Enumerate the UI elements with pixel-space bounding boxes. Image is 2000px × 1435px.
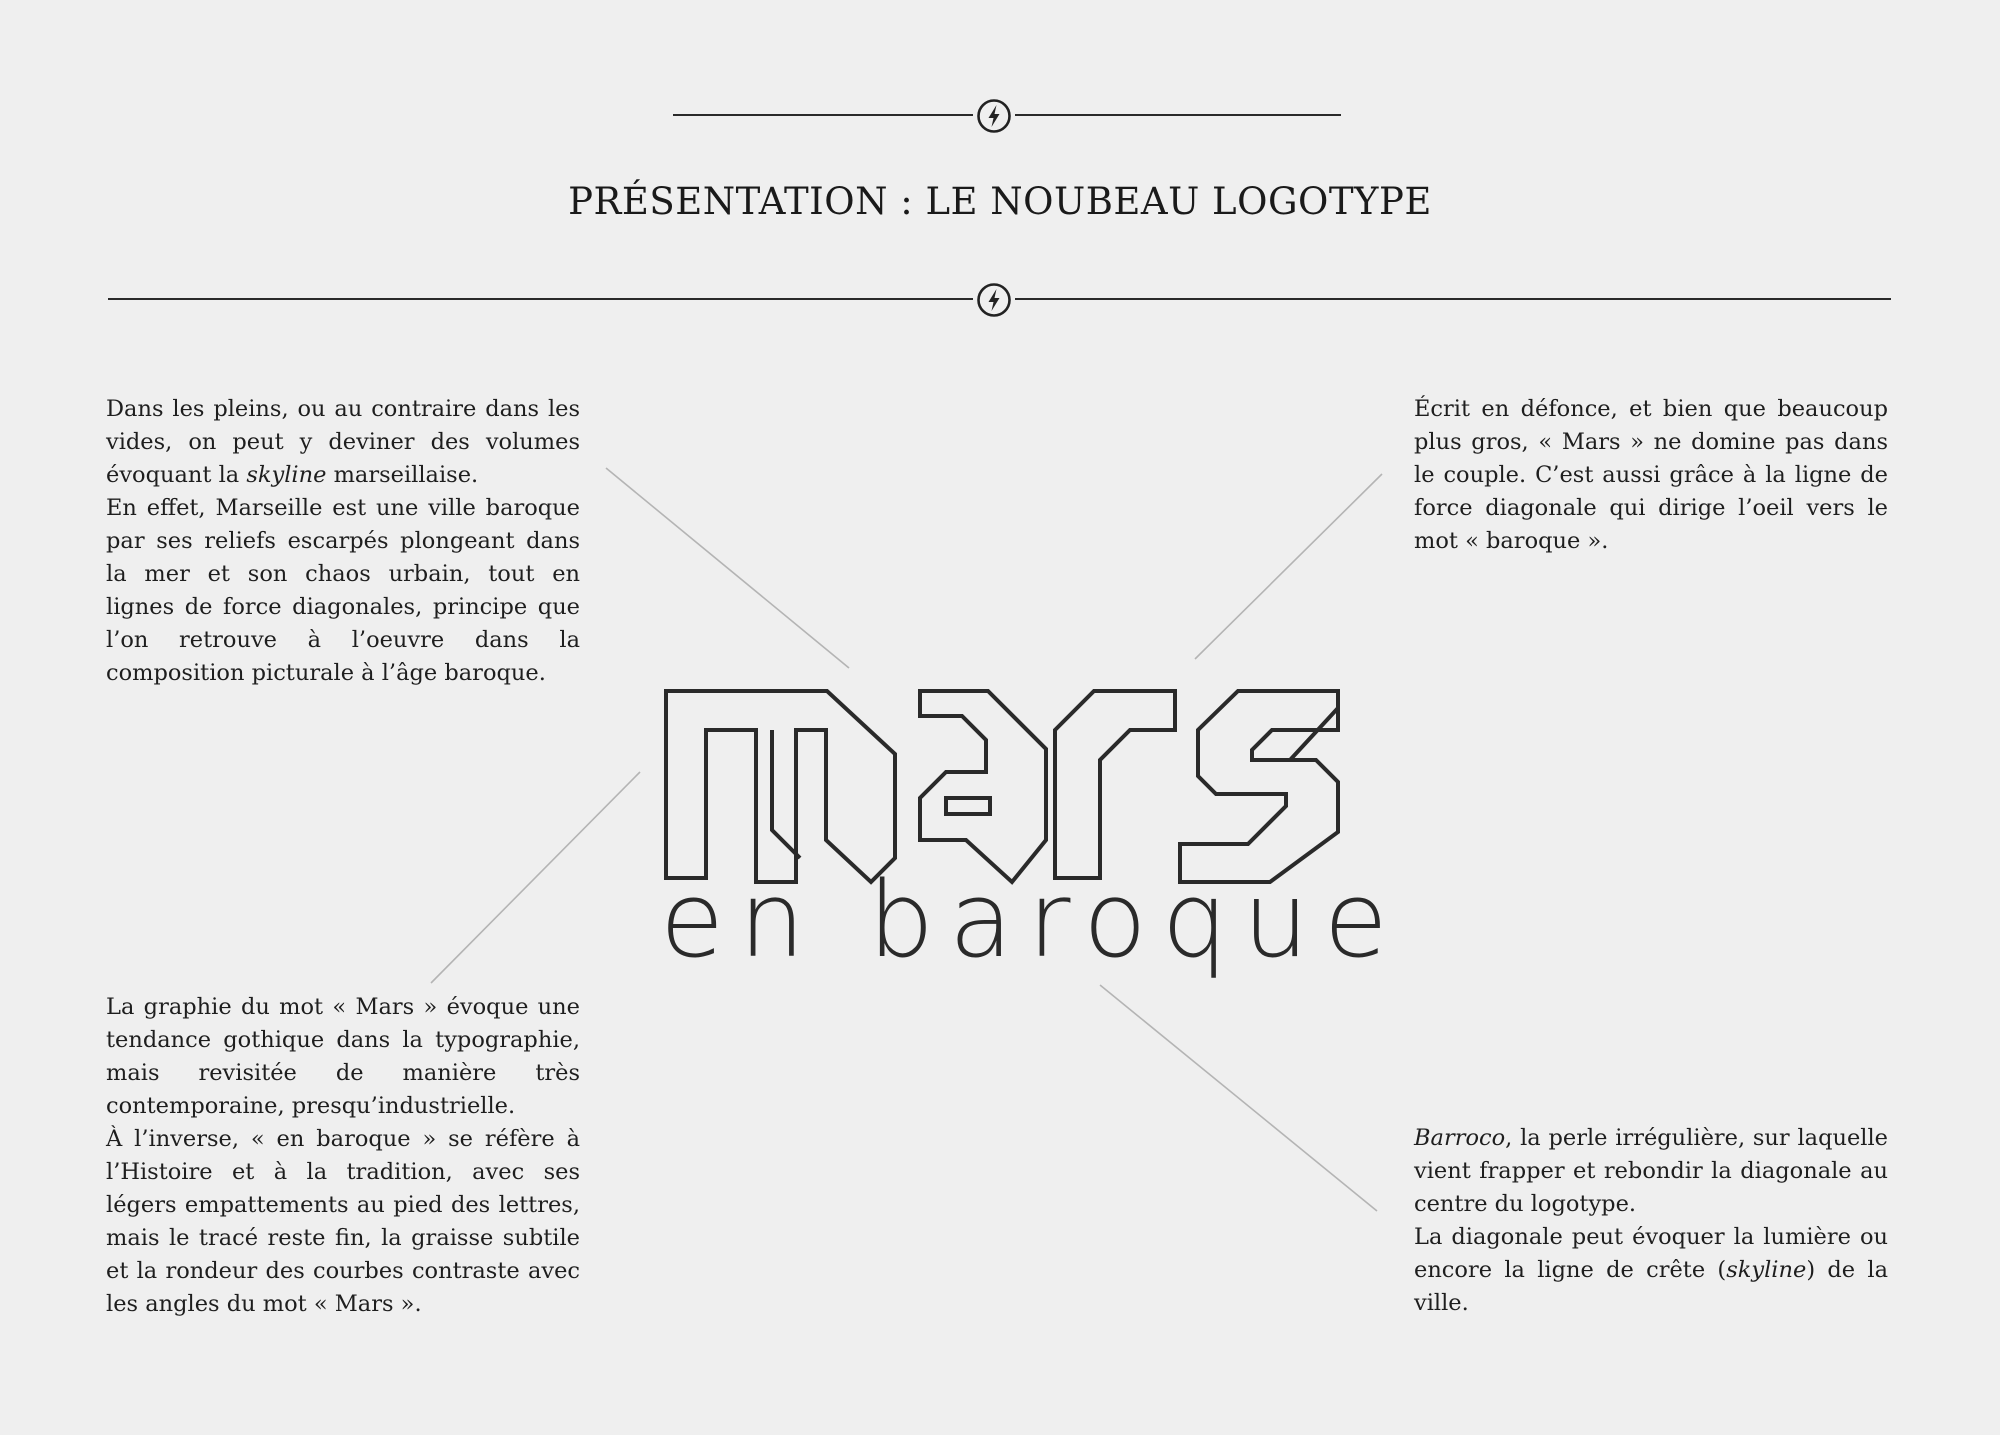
paragraph: Dans les pleins, ou au contraire dans les vides, on peut y deviner des volumes évoquant la skyline marseillaise. <box>106 396 580 488</box>
page-title: PRÉSENTATION : LE NOUBEAU LOGOTYPE <box>568 180 1432 223</box>
logo-tagline: en baroque <box>660 859 1403 981</box>
logo-letter-m <box>666 691 895 882</box>
paragraph: Barroco, la perle irrégulière, sur laquelle vient frapper et rebondir la diagonale au centre du logotype. <box>1414 1125 1888 1217</box>
paragraph: En effet, Marseille est une ville baroque par ses reliefs escarpés plongeant dans la mer et son chaos urbain, tout en lignes de force diagonales, principe que l’on retrouve à l’oeuvre dans la composition picturale à l’âge baroque. <box>106 495 580 686</box>
leader-line-top-right <box>1195 474 1382 659</box>
logo-letter-r <box>1055 691 1175 878</box>
paragraph: À l’inverse, « en baroque » se réfère à l’Histoire et à la tradition, avec ses légers empattements au pied des lettres, mais le tracé reste fin, la graisse subtile et la rondeur des courbes contraste avec les angles du mot « Mars ». <box>106 1126 580 1317</box>
leader-line-top-left <box>606 468 849 668</box>
paragraph: La graphie du mot « Mars » évoque une tendance gothique dans la typographie, mais revisitée de manière très contemporaine, presqu’industrielle. <box>106 994 580 1119</box>
text-block-top-left <box>106 393 580 690</box>
logo-letter-s <box>1180 691 1338 882</box>
text-block-bottom-right <box>1414 1122 1888 1320</box>
text-block-top-right <box>1414 393 1888 558</box>
text-block-bottom-left <box>106 991 580 1321</box>
logo-letter-a <box>920 691 1046 882</box>
leader-line-bottom-left <box>431 772 640 983</box>
leader-line-bottom-right <box>1100 985 1377 1211</box>
paragraph: Écrit en défonce, et bien que beaucoup plus gros, « Mars » ne domine pas dans le couple. C’est aussi grâce à la ligne de force diagonale qui dirige l’oeil vers le mot « baroque ». <box>1414 396 1888 554</box>
paragraph: La diagonale peut évoquer la lumière ou encore la ligne de crête (skyline) de la ville. <box>1414 1224 1888 1316</box>
